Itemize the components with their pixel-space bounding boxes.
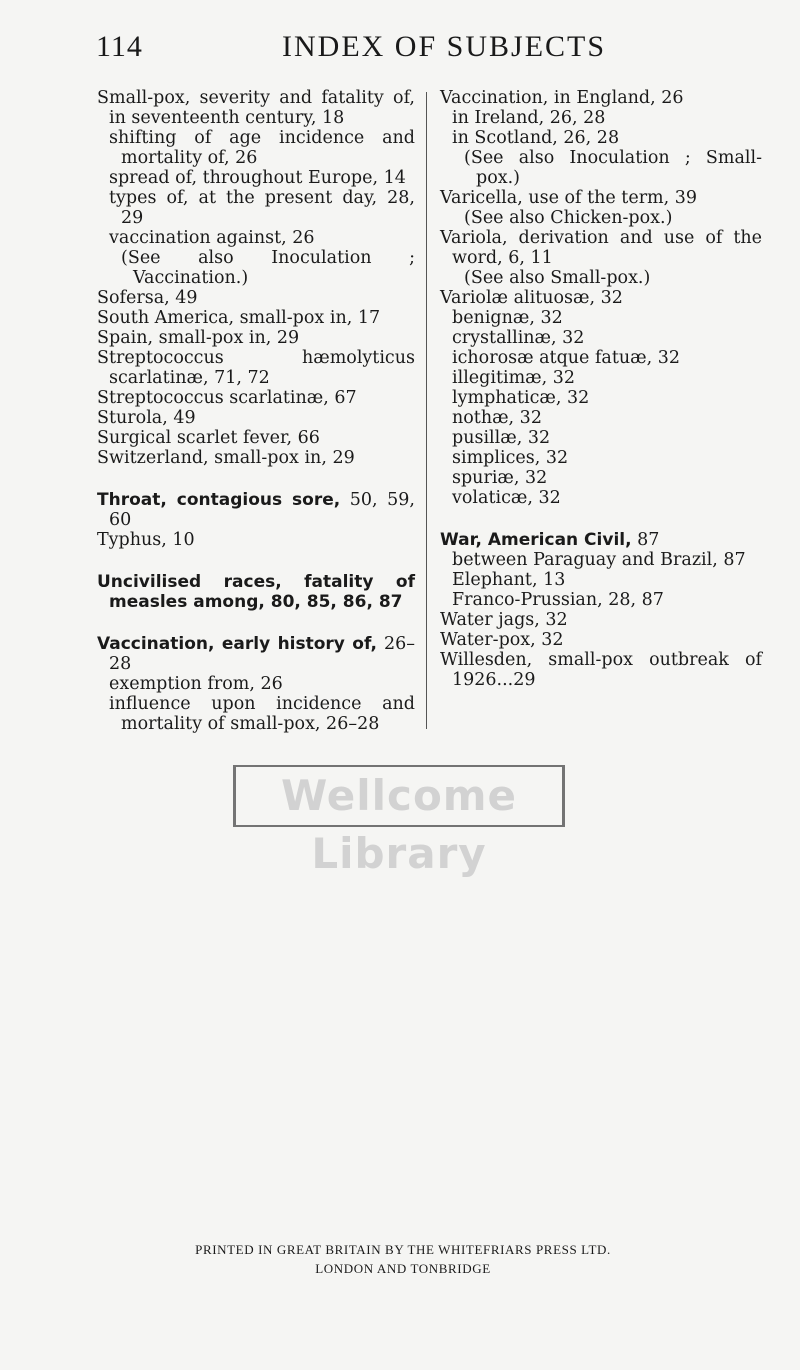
index-entry: Typhus, 10 bbox=[97, 530, 195, 550]
index-entry: influence upon incidence and mortality of small-pox, 26–28 bbox=[109, 694, 415, 734]
index-entry: between Paraguay and Brazil, 87 bbox=[452, 550, 746, 570]
index-entry: pusillæ, 32 bbox=[452, 428, 551, 448]
index-entry: crystallinæ, 32 bbox=[452, 328, 585, 348]
index-entry: Small-pox, severity and fatality of, in seventeenth century, 18 bbox=[97, 88, 415, 128]
index-entry: (See also Small-pox.) bbox=[464, 268, 651, 288]
page-number: 114 bbox=[96, 30, 143, 63]
index-entry: types of, at the present day, 28, 29 bbox=[109, 188, 415, 228]
index-entry: spread of, throughout Europe, 14 bbox=[109, 168, 406, 188]
index-entry: lymphaticæ, 32 bbox=[452, 388, 590, 408]
index-entry: benignæ, 32 bbox=[452, 308, 563, 328]
page-header bbox=[0, 30, 800, 70]
imprint-line-2: LONDON AND TONBRIDGE bbox=[315, 1261, 491, 1276]
index-entry: Water-pox, 32 bbox=[440, 630, 564, 650]
index-entry: volaticæ, 32 bbox=[452, 488, 561, 508]
printer-imprint bbox=[0, 1240, 800, 1278]
index-entry: South America, small-pox in, 17 bbox=[97, 308, 381, 328]
index-entry: Variolæ alituosæ, 32 bbox=[440, 288, 623, 308]
index-entry: Franco-Prussian, 28, 87 bbox=[452, 590, 664, 610]
index-entry: Elephant, 13 bbox=[452, 570, 566, 590]
index-entry: shifting of age incidence and mortality of, 26 bbox=[109, 128, 415, 168]
index-entry: vaccination against, 26 bbox=[109, 228, 315, 248]
index-entry: Streptococcus hæmolyticus scarlatinæ, 71, 72 bbox=[97, 348, 415, 388]
index-entry: in Scotland, 26, 28 bbox=[452, 128, 620, 148]
index-entry: Willesden, small-pox outbreak of 1926...29 bbox=[440, 650, 762, 690]
column-divider bbox=[426, 92, 427, 729]
index-entry: Sofersa, 49 bbox=[97, 288, 198, 308]
index-entry: Uncivilised races, fatality of measles among, 80, 85, 86, 87 bbox=[97, 572, 415, 612]
index-entry: (See also Inoculation ; Vaccination.) bbox=[121, 248, 415, 288]
index-entry: Vaccination, early history of, 26–28 bbox=[97, 634, 415, 674]
index-entry: (See also Inoculation ; Small-pox.) bbox=[464, 148, 762, 188]
index-column-right bbox=[440, 88, 762, 690]
index-entry: Sturola, 49 bbox=[97, 408, 196, 428]
index-entry: Variola, derivation and use of the word, 6, 11 bbox=[440, 228, 762, 268]
index-entry: in Ireland, 26, 28 bbox=[452, 108, 606, 128]
index-entry: spuriæ, 32 bbox=[452, 468, 548, 488]
page-title: INDEX OF SUBJECTS bbox=[282, 30, 607, 63]
index-entry: Surgical scarlet fever, 66 bbox=[97, 428, 320, 448]
index-entry: nothæ, 32 bbox=[452, 408, 542, 428]
index-entry: illegitimæ, 32 bbox=[452, 368, 576, 388]
index-column-left bbox=[97, 88, 415, 734]
index-entry: Varicella, use of the term, 39 bbox=[440, 188, 698, 208]
index-entry: Throat, contagious sore, 50, 59, 60 bbox=[97, 490, 415, 530]
index-entry: ichorosæ atque fatuæ, 32 bbox=[452, 348, 681, 368]
index-entry: Streptococcus scarlatinæ, 67 bbox=[97, 388, 357, 408]
index-entry: exemption from, 26 bbox=[109, 674, 283, 694]
index-entry: Spain, small-pox in, 29 bbox=[97, 328, 300, 348]
library-stamp-watermark: Wellcome Library bbox=[233, 765, 565, 827]
index-entry: War, American Civil, 87 bbox=[440, 530, 660, 550]
index-entry: Vaccination, in England, 26 bbox=[440, 88, 684, 108]
index-entry: Water jags, 32 bbox=[440, 610, 568, 630]
index-entry: simplices, 32 bbox=[452, 448, 569, 468]
index-entry: Switzerland, small-pox in, 29 bbox=[97, 448, 355, 468]
index-entry: (See also Chicken-pox.) bbox=[464, 208, 673, 228]
imprint-line-1: PRINTED IN GREAT BRITAIN BY THE WHITEFRIARS PRESS LTD. bbox=[195, 1242, 611, 1257]
